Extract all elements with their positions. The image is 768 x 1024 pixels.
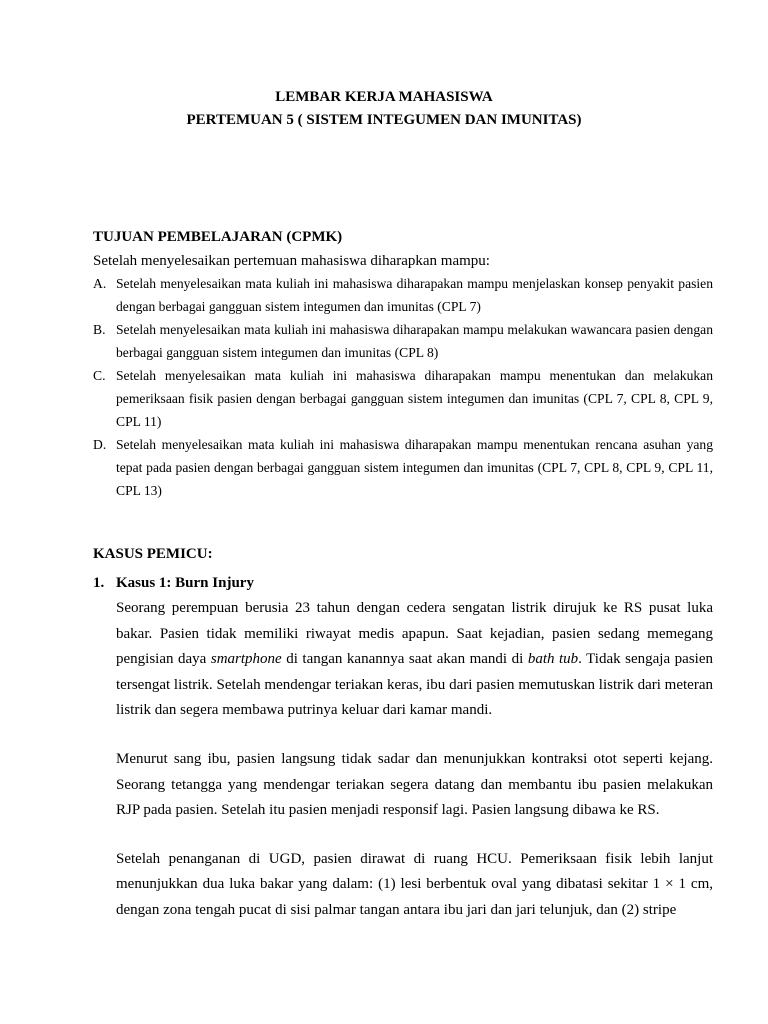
case-title-text: Kasus 1: Burn Injury xyxy=(116,575,254,591)
objective-letter: B. xyxy=(93,322,106,337)
emphasis-smartphone: smartphone xyxy=(210,651,282,668)
cases-heading: KASUS PEMICU: xyxy=(93,546,213,562)
objectives-heading: TUJUAN PEMBELAJARAN (CPMK) xyxy=(93,229,343,245)
emphasis-bath-tub: bath tub xyxy=(527,651,579,668)
case-paragraph-1 xyxy=(116,596,713,724)
objectives-list xyxy=(93,272,713,502)
objectives-intro: Setelah menyelesaikan pertemuan mahasiswa diharapkan mampu: xyxy=(93,253,490,269)
objective-item xyxy=(93,272,713,318)
document-title: LEMBAR KERJA MAHASISWA xyxy=(275,89,493,105)
objective-letter: C. xyxy=(93,368,106,383)
title-block xyxy=(0,86,768,132)
objective-text: Setelah menyelesaikan mata kuliah ini mahasiswa diharapakan mampu menentukan dan melakukan pemeriksaan fisik pasien dengan berbagai gangguan sistem integumen dan imunitas (CPL 7, CPL 8, CPL 9, CPL 11) xyxy=(116,368,713,429)
paragraph-text: . Tidak sengaja pasien tersengat listrik. Setelah mendengar teriakan keras, ibu dari pasien memutuskan listrik dari meteran listrik dan segera membawa putrinya keluar dari kamar mandi. xyxy=(116,651,713,719)
case-title xyxy=(93,570,713,596)
objective-text: Setelah menyelesaikan mata kuliah ini mahasiswa diharapakan mampu menentukan rencana asuhan yang tepat pada pasien dengan berbagai gangguan sistem integumen dan imunitas (CPL 7, CPL 8, CPL 9, CPL 11, CPL 13) xyxy=(116,437,713,498)
objective-item xyxy=(93,318,713,364)
document-subtitle: PERTEMUAN 5 ( SISTEM INTEGUMEN DAN IMUNITAS) xyxy=(186,112,582,128)
objective-letter: D. xyxy=(93,437,107,452)
case-paragraph-2: Menurut sang ibu, pasien langsung tidak sadar dan menunjukkan kontraksi otot seperti kejang. Seorang tetangga yang mendengar teriakan segera datang dan membantu ibu pasien melakukan RJP pada pasien. Setelah itu pasien menjadi responsif lagi. Pasien langsung dibawa ke RS. xyxy=(116,750,713,819)
objective-text: Setelah menyelesaikan mata kuliah ini mahasiswa diharapakan mampu menjelaskan konsep penyakit pasien dengan berbagai gangguan sistem integumen dan imunitas (CPL 7) xyxy=(116,276,713,314)
objective-item xyxy=(93,433,713,502)
case-paragraph-3: Setelah penanganan di UGD, pasien dirawat di ruang HCU. Pemeriksaan fisik lebih lanjut menunjukkan dua luka bakar yang dalam: (1) lesi berbentuk oval yang dibatasi sekitar 1 × 1 cm, dengan zona tengah pucat di sisi palmar tangan antara ibu jari dan jari telunjuk, dan (2) stripe xyxy=(116,850,713,918)
case-1 xyxy=(93,570,713,924)
objective-letter: A. xyxy=(93,276,107,291)
case-number: 1. xyxy=(93,575,105,591)
paragraph-text: di tangan kanannya saat akan mandi di xyxy=(281,651,528,668)
objective-text: Setelah menyelesaikan mata kuliah ini mahasiswa diharapakan mampu melakukan wawancara pasien dengan berbagai gangguan sistem integumen dan imunitas (CPL 8) xyxy=(116,322,713,360)
objective-item xyxy=(93,364,713,433)
paragraph-text: Seorang perempuan berusia 23 tahun dengan cedera sengatan listrik dirujuk ke RS pusat luka bakar. Pasien tidak memiliki riwayat medis apapun. Saat kejadian, pasien sedang memegang pengisian daya xyxy=(116,600,713,668)
